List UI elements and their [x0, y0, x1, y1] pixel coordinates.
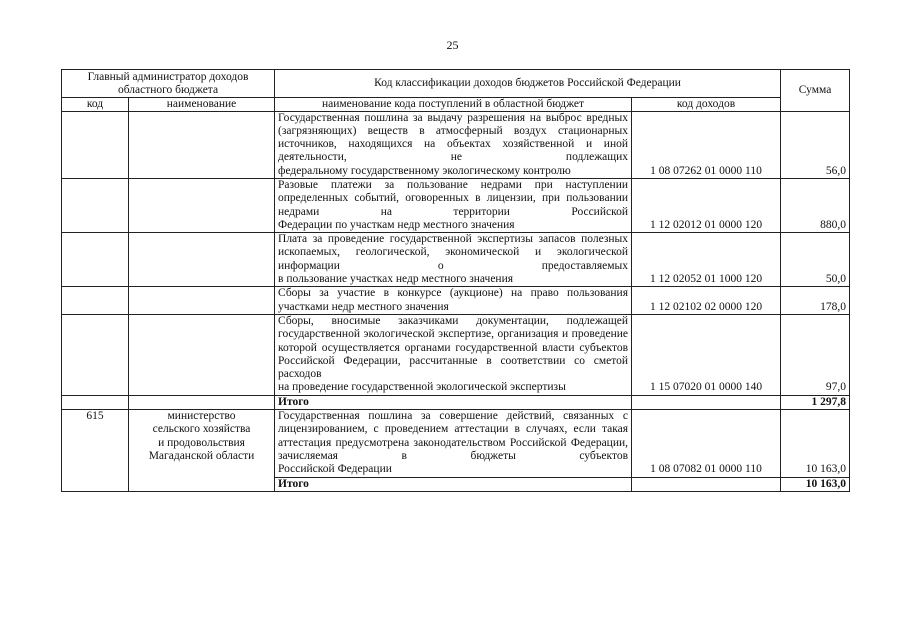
desc-line: в пользование участках недр местного значения	[278, 273, 514, 286]
desc-line: государственной экологической экспертизе, организация	[278, 328, 559, 341]
admin-code-empty	[62, 314, 129, 395]
revenue-table	[61, 69, 850, 492]
desc-line: рассчитанные в соответствии со сметой расходов	[278, 354, 629, 381]
desc-line: Российской Федерации, зачисляемая в бюджеты субъектов	[278, 436, 629, 462]
desc-line: государственной власти субъектов Российской Федерации,	[278, 341, 629, 367]
header-code: код	[62, 98, 129, 112]
desc-line: Государственная пошлина за выдачу разрешения на выброс	[278, 111, 582, 124]
desc-line: с лицензированием, с проведением аттестации в случаях, если	[278, 410, 629, 436]
admin-code: 615	[62, 410, 129, 492]
desc-line: Российской Федерации	[278, 463, 392, 476]
desc-line: такая аттестация предусмотрена законодательством	[278, 423, 629, 449]
table-row	[62, 314, 850, 395]
admin-code-empty	[62, 233, 129, 287]
admin-name-line: министерство	[167, 410, 236, 423]
desc-line: определенных событий, оговоренных в лицензии,	[278, 192, 536, 205]
desc-line: стационарных источников, находящихся на объектах	[278, 124, 629, 151]
rows-body	[62, 111, 850, 395]
admin-name-empty	[129, 287, 275, 315]
page-number: 25	[446, 38, 459, 52]
income-name	[275, 178, 632, 232]
table-row	[62, 178, 850, 232]
header-income-name: наименование кода поступлений в областной бюджет	[275, 98, 632, 112]
admin-name-empty	[129, 111, 275, 178]
header-income-code: код доходов	[632, 98, 781, 112]
desc-line: и проведение которой осуществляется органами	[278, 328, 629, 354]
total-name-empty	[129, 395, 275, 409]
income-amount: 10 163,0	[781, 410, 850, 477]
income-name	[275, 233, 632, 287]
desc-line: и экологической информации о предоставляемых	[278, 246, 629, 272]
total-code-cell	[632, 477, 781, 491]
desc-line: Плата за проведение государственной экспертизы запасов	[278, 233, 576, 246]
income-amount: 880,0	[781, 178, 850, 232]
table-row	[62, 111, 850, 178]
desc-line: вредных (загрязняющих) веществ в атмосферный воздух	[278, 111, 629, 137]
desc-line: на проведение государственной экологической экспертизы	[278, 381, 566, 394]
desc-line: Сборы, вносимые заказчиками документации, подлежащей	[278, 314, 629, 327]
income-code: 1 08 07262 01 0000 110	[632, 111, 781, 178]
header-admin-group: Главный администратор доходов областного бюджета	[62, 70, 275, 98]
total-label: Итого	[275, 395, 632, 409]
header-sum: Сумма	[781, 70, 850, 112]
income-amount: 50,0	[781, 233, 850, 287]
table-row	[62, 233, 850, 287]
admin-name	[129, 410, 275, 492]
desc-line: федеральному государственному экологическому контролю	[278, 164, 571, 177]
header-name: наименование	[129, 98, 275, 112]
income-code: 1 08 07082 01 0000 110	[632, 410, 781, 477]
admin-code-empty	[62, 111, 129, 178]
total-code-empty	[62, 395, 129, 409]
income-name	[275, 111, 632, 178]
desc-line: Государственная пошлина за совершение действий, связанных	[278, 410, 615, 423]
admin-code-empty	[62, 178, 129, 232]
income-name	[275, 287, 632, 315]
desc-line: полезных ископаемых, геологической, экономической	[278, 233, 629, 259]
desc-line: Разовые платежи за пользование недрами при наступлении	[278, 178, 629, 191]
income-code: 1 12 02012 01 0000 120	[632, 178, 781, 232]
income-code: 1 15 07020 01 0000 140	[632, 314, 781, 395]
desc-line: Федерации по участкам недр местного значения	[278, 218, 515, 231]
admin-name-empty	[129, 178, 275, 232]
desc-line: хозяйственной и иной деятельности, не подлежащих	[278, 138, 629, 164]
desc-line: Сборы за участие в конкурсе (аукционе) на право пользования	[278, 287, 629, 300]
total-label: Итого	[275, 477, 632, 491]
income-amount: 97,0	[781, 314, 850, 395]
desc-line: при пользовании недрами на территории Российской	[278, 192, 629, 218]
total-amount: 10 163,0	[781, 477, 850, 491]
income-code: 1 12 02052 01 1000 120	[632, 233, 781, 287]
admin-name-line: и продовольствия	[158, 436, 245, 449]
income-amount: 56,0	[781, 111, 850, 178]
admin-code-empty	[62, 287, 129, 315]
table-row	[62, 287, 850, 315]
admin-name-empty	[129, 314, 275, 395]
admin-name-line: сельского хозяйства	[152, 423, 251, 436]
admin-name-line: Магаданской области	[148, 449, 255, 462]
admin-name-empty	[129, 233, 275, 287]
total-amount: 1 297,8	[781, 395, 850, 409]
desc-line: участками недр местного значения	[278, 300, 449, 313]
header-classification-group: Код классификации доходов бюджетов Российской Федерации	[275, 70, 781, 98]
income-name	[275, 314, 632, 395]
total-code-cell	[632, 395, 781, 409]
income-name	[275, 410, 632, 477]
income-code: 1 12 02102 02 0000 120	[632, 287, 781, 315]
income-amount: 178,0	[781, 287, 850, 315]
